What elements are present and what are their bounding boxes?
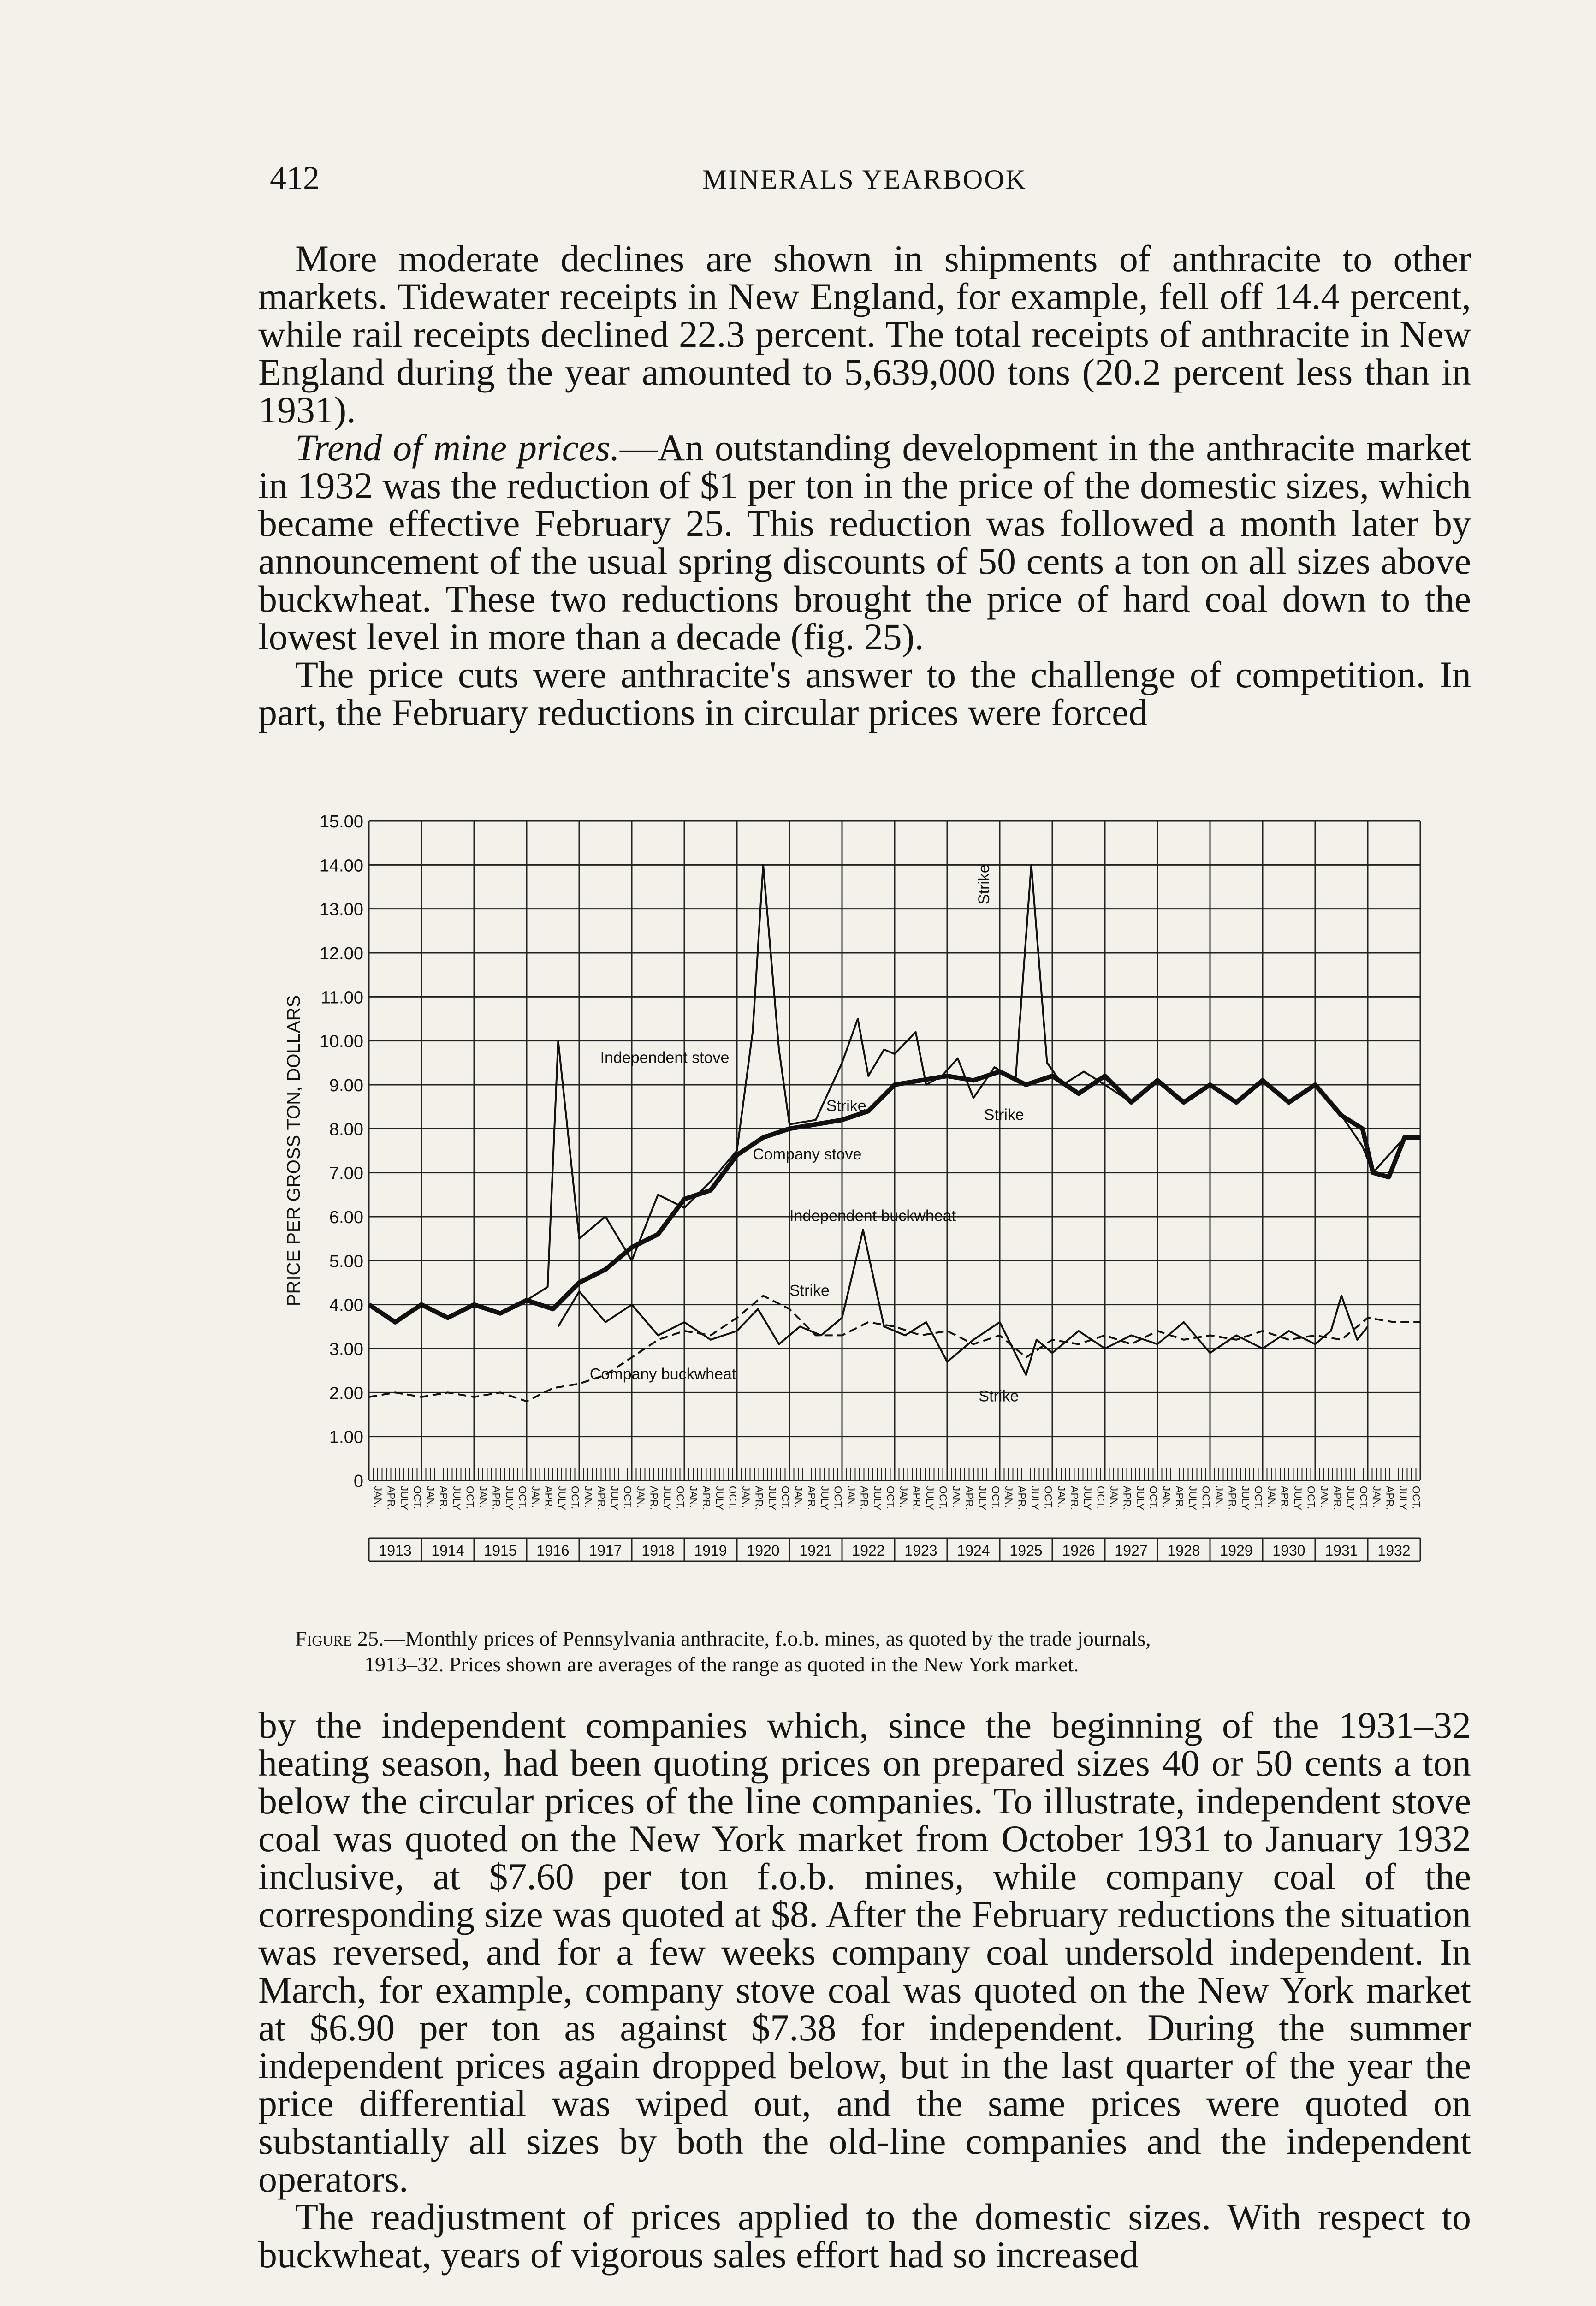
quarter-label: JAN. xyxy=(1108,1486,1120,1508)
quarter-label: JULY xyxy=(1397,1486,1409,1510)
quarter-label: APR. xyxy=(648,1486,660,1510)
quarter-label: JULY xyxy=(1134,1486,1146,1510)
quarter-label: JULY xyxy=(451,1486,463,1510)
quarter-label: APR. xyxy=(1226,1486,1238,1510)
paragraph: The price cuts were anthracite's answer to the challenge of competition. In part, the February reductions in circular prices were forced xyxy=(258,654,1471,733)
quarter-label: JULY xyxy=(661,1486,673,1510)
quarter-label: APR. xyxy=(1068,1486,1080,1510)
quarter-label: JULY xyxy=(977,1486,988,1510)
quarter-label: JAN. xyxy=(845,1486,857,1508)
quarter-label: JULY xyxy=(609,1486,620,1510)
quarter-label: OCT. xyxy=(832,1486,844,1510)
quarter-label: OCT. xyxy=(1358,1486,1370,1510)
y-tick-label: 7.00 xyxy=(329,1164,363,1183)
chart-annotation: Strike xyxy=(984,1106,1024,1124)
quarter-label: APR. xyxy=(385,1486,397,1510)
quarter-label: JAN. xyxy=(1056,1486,1067,1508)
y-tick-label: 5.00 xyxy=(329,1252,363,1272)
quarter-label: JAN. xyxy=(1266,1486,1277,1508)
y-tick-label: 12.00 xyxy=(319,944,363,963)
quarter-label: JULY xyxy=(1082,1486,1093,1510)
quarter-label: OCT. xyxy=(1095,1486,1107,1510)
quarter-label: APR. xyxy=(438,1486,450,1510)
quarter-label: JULY xyxy=(1292,1486,1304,1510)
x-year-label: 1921 xyxy=(799,1542,832,1559)
y-tick-label: 10.00 xyxy=(319,1032,363,1052)
quarter-label: JAN. xyxy=(1318,1486,1330,1508)
quarter-label: OCT. xyxy=(1252,1486,1264,1510)
quarter-label: APR. xyxy=(700,1486,712,1510)
chart-annotation: Independent buckwheat xyxy=(789,1207,956,1225)
quarter-label: JAN. xyxy=(425,1486,436,1508)
quarter-label: OCT. xyxy=(622,1486,634,1510)
x-year-label: 1932 xyxy=(1377,1542,1411,1559)
x-year-label: 1924 xyxy=(957,1542,990,1559)
quarter-label: JULY xyxy=(398,1486,410,1510)
page-number: 412 xyxy=(270,160,320,196)
body-text-bottom xyxy=(258,1706,1471,2274)
quarter-label: JAN. xyxy=(635,1486,647,1508)
quarter-label: APR. xyxy=(963,1486,975,1510)
quarter-label: APR. xyxy=(753,1486,765,1510)
quarter-label: APR. xyxy=(806,1486,818,1510)
x-year-label: 1918 xyxy=(641,1542,675,1559)
quarter-label: OCT. xyxy=(1200,1486,1212,1510)
run-in-heading: Trend of mine prices. xyxy=(295,427,620,469)
x-year-label: 1926 xyxy=(1062,1542,1095,1559)
x-year-label: 1923 xyxy=(904,1542,937,1559)
quarter-label: OCT. xyxy=(1410,1486,1422,1510)
chart-annotation: Strike xyxy=(826,1097,866,1115)
quarter-label: OCT. xyxy=(779,1486,791,1510)
quarter-label: APR. xyxy=(1016,1486,1028,1510)
y-tick-label: 3.00 xyxy=(329,1340,363,1359)
quarter-label: JAN. xyxy=(477,1486,489,1508)
figure-caption xyxy=(295,1626,1476,1677)
x-year-label: 1914 xyxy=(431,1542,464,1559)
quarter-label: APR. xyxy=(595,1486,607,1510)
quarter-label: JAN. xyxy=(530,1486,541,1508)
quarter-label: JULY xyxy=(924,1486,936,1510)
quarter-label: OCT. xyxy=(884,1486,896,1510)
y-tick-label: 6.00 xyxy=(329,1208,363,1227)
quarter-label: JULY xyxy=(872,1486,883,1510)
quarter-label: JULY xyxy=(1345,1486,1356,1510)
quarter-label: JULY xyxy=(819,1486,831,1510)
quarter-label: JAN. xyxy=(793,1486,804,1508)
quarter-label: JULY xyxy=(1029,1486,1041,1510)
quarter-label: JULY xyxy=(714,1486,725,1510)
quarter-label: OCT. xyxy=(1147,1486,1159,1510)
quarter-label: APR. xyxy=(1331,1486,1343,1510)
x-year-label: 1917 xyxy=(589,1542,622,1559)
quarter-label: APR. xyxy=(858,1486,870,1510)
paragraph: More moderate declines are shown in shipments of anthracite to other markets. Tidewater receipts in New England, for example, fell off 14.4 percent, while rail receipts declined 22.3 percent. The total receipts of anthracite in New England during the year amounted to 5,639,000 tons (20.2 percent less than in 1931). xyxy=(258,238,1471,431)
chart-annotation: Company buckwheat xyxy=(589,1365,736,1383)
y-tick-label: 14.00 xyxy=(319,856,363,876)
quarter-label: OCT. xyxy=(727,1486,739,1510)
paragraph xyxy=(258,429,1471,656)
chart-annotation: Strike xyxy=(975,864,993,905)
quarter-label: JAN. xyxy=(1003,1486,1015,1508)
quarter-label: APR. xyxy=(1279,1486,1291,1510)
quarter-label: JULY xyxy=(1240,1486,1251,1510)
quarter-label: APR. xyxy=(1174,1486,1186,1510)
price-chart xyxy=(258,812,1476,1596)
chart-annotation: Company stove xyxy=(753,1146,862,1164)
quarter-label: JAN. xyxy=(372,1486,384,1508)
quarter-label: JAN. xyxy=(688,1486,699,1508)
x-year-label: 1920 xyxy=(747,1542,780,1559)
chart-annotation: Strike xyxy=(789,1282,830,1300)
quarter-label: JULY xyxy=(766,1486,778,1510)
y-tick-label: 11.00 xyxy=(320,988,363,1008)
paragraph-text: —An outstanding development in the anthracite market in 1932 was the reduction of $1 per ton in the price of the domestic sizes, which became effective February 25. This reduction was followed a month later by announcement of the usual spring discounts of 50 cents a ton on all sizes above buckwheat. These two reductions brought the price of hard coal down to the lowest level in more than a decade (fig. 25). xyxy=(258,427,1471,658)
quarter-label: JAN. xyxy=(1161,1486,1172,1508)
x-year-label: 1922 xyxy=(852,1542,885,1559)
quarter-label: OCT. xyxy=(411,1486,423,1510)
quarter-label: OCT. xyxy=(569,1486,581,1510)
x-year-label: 1925 xyxy=(1009,1542,1043,1559)
x-year-label: 1928 xyxy=(1167,1542,1200,1559)
quarter-label: JAN. xyxy=(582,1486,594,1508)
quarter-label: OCT. xyxy=(1042,1486,1054,1510)
x-year-label: 1913 xyxy=(379,1542,412,1559)
x-year-label: 1915 xyxy=(484,1542,517,1559)
quarter-label: JAN. xyxy=(898,1486,909,1508)
paragraph: The readjustment of prices applied to the domestic sizes. With respect to buckwheat, years of vigorous sales effort had so increased xyxy=(258,2196,1471,2276)
page-header xyxy=(270,159,1460,201)
caption-line-2: 1913–32. Prices shown are averages of the range as quoted in the New York market. xyxy=(364,1652,1079,1676)
quarter-label: JULY xyxy=(1187,1486,1198,1510)
x-year-label: 1930 xyxy=(1272,1542,1305,1559)
y-tick-label: 4.00 xyxy=(329,1296,363,1315)
quarter-label: APR. xyxy=(490,1486,502,1510)
x-year-label: 1916 xyxy=(536,1542,570,1559)
chart-annotation: Strike xyxy=(979,1387,1019,1405)
caption-line-1: —Monthly prices of Pennsylvania anthracite, f.o.b. mines, as quoted by the trade journals, xyxy=(384,1627,1151,1650)
figure-label: Figure 25. xyxy=(295,1627,384,1650)
quarter-label: JULY xyxy=(556,1486,568,1510)
running-head: MINERALS YEARBOOK xyxy=(702,164,1027,195)
x-year-label: 1927 xyxy=(1115,1542,1148,1559)
y-tick-label: 2.00 xyxy=(329,1384,363,1403)
chart-annotation: Independent stove xyxy=(600,1049,730,1067)
quarter-label: APR. xyxy=(1384,1486,1396,1510)
y-tick-label: 8.00 xyxy=(329,1120,363,1140)
quarter-label: APR. xyxy=(543,1486,555,1510)
quarter-label: OCT. xyxy=(464,1486,476,1510)
figure-25 xyxy=(258,812,1476,1596)
quarter-label: APR. xyxy=(1121,1486,1133,1510)
quarter-label: JAN. xyxy=(740,1486,752,1508)
series-line-3 xyxy=(558,1230,1368,1375)
quarter-label: JULY xyxy=(504,1486,515,1510)
quarter-label: OCT. xyxy=(674,1486,686,1510)
y-tick-label: 0 xyxy=(353,1472,363,1491)
quarter-label: JAN. xyxy=(1213,1486,1225,1508)
y-tick-label: 15.00 xyxy=(319,812,363,832)
x-year-label: 1929 xyxy=(1220,1542,1253,1559)
paragraph: by the independent companies which, since the beginning of the 1931–32 heating season, had been quoting prices on prepared sizes 40 or 50 cents a ton below the circular prices of the line companies. To illustrate, independent stove coal was quoted on the New York market from October 1931 to January 1932 inclusive, at $7.60 per ton f.o.b. mines, while company coal of the corresponding size was quoted at $8. After the February reductions the situation was reversed, and for a few weeks company coal undersold independent. In March, for example, company stove coal was quoted on the New York market at $6.90 per ton as against $7.38 for independent. During the summer independent prices again dropped below, but in the last quarter of the year the price differential was wiped out, and the same prices were quoted on substantially all sizes by both the old-line companies and the independent operators. xyxy=(258,1704,1471,2200)
quarter-label: JAN. xyxy=(1371,1486,1382,1508)
quarter-label: OCT. xyxy=(937,1486,949,1510)
quarter-label: OCT. xyxy=(516,1486,528,1510)
quarter-label: OCT. xyxy=(990,1486,1002,1510)
quarter-label: JAN. xyxy=(950,1486,962,1508)
y-tick-label: 13.00 xyxy=(319,900,363,920)
y-axis-label: PRICE PER GROSS TON, DOLLARS xyxy=(284,995,304,1307)
y-tick-label: 9.00 xyxy=(329,1076,363,1095)
x-year-label: 1919 xyxy=(694,1542,727,1559)
y-tick-label: 1.00 xyxy=(329,1427,363,1447)
quarter-label: OCT. xyxy=(1305,1486,1317,1510)
x-year-label: 1931 xyxy=(1325,1542,1358,1559)
body-text-top xyxy=(258,240,1471,731)
quarter-label: APR. xyxy=(911,1486,923,1510)
